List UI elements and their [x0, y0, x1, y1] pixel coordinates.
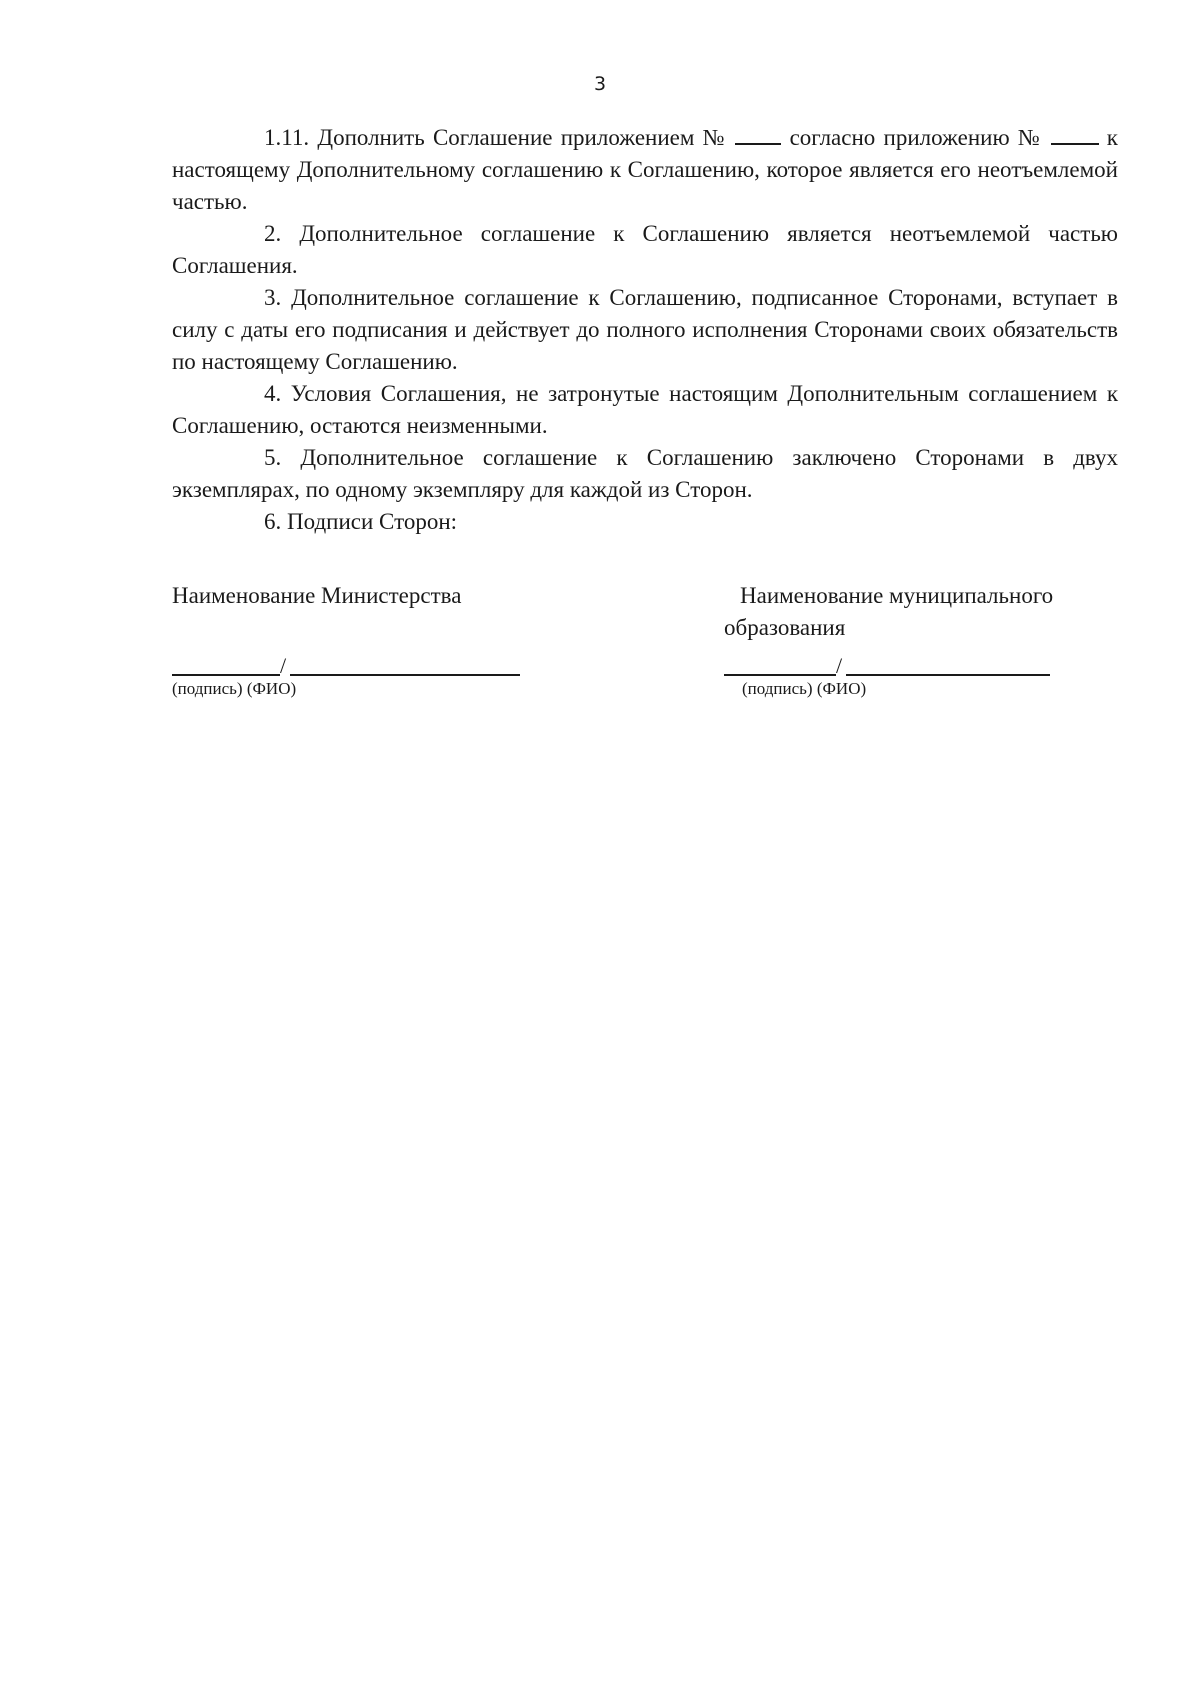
paragraph-4: 4. Условия Соглашения, не затронутые настоящим Дополнительным соглашением к Соглашению, остаются неизменными.: [172, 381, 1118, 438]
paragraph-5: 5. Дополнительное соглашение к Соглашению заключено Сторонами в двух экземплярах, по одному экземпляру для каждой из Сторон.: [172, 445, 1118, 502]
ministry-fio-line: [290, 674, 520, 676]
ministry-signature-slash: /: [280, 653, 287, 678]
municipality-signature-caption: (подпись) (ФИО): [742, 679, 867, 698]
municipality-name-label-line1: Наименование муниципального: [740, 583, 1054, 608]
appendix-number-blank: [735, 123, 781, 145]
paragraph-1-11: [172, 122, 1118, 218]
paragraph-1-11-part-b: согласно приложению №: [781, 125, 1051, 150]
page-number: 3: [593, 73, 607, 95]
municipality-name-label-line2: образования: [724, 615, 846, 640]
municipality-signature-line: [724, 674, 836, 676]
signature-block-ministry: [172, 580, 532, 700]
signature-block-municipality: [724, 580, 1124, 700]
ministry-signature-lines: [172, 646, 532, 676]
municipality-signature-slash: /: [836, 653, 843, 678]
municipality-signature-lines: [724, 646, 1124, 676]
ministry-signature-caption: (подпись) (ФИО): [172, 679, 297, 698]
supplement-appendix-number-blank: [1051, 123, 1099, 145]
paragraph-6: 6. Подписи Сторон:: [264, 509, 458, 534]
ministry-name-label: Наименование Министерства: [172, 583, 462, 608]
ministry-signature-line: [172, 674, 280, 676]
municipality-fio-line: [846, 674, 1050, 676]
paragraph-2: 2. Дополнительное соглашение к Соглашению является неотъемлемой частью Соглашения.: [172, 221, 1118, 278]
paragraph-1-11-part-a: 1.11. Дополнить Соглашение приложением №: [264, 125, 736, 150]
paragraph-3: 3. Дополнительное соглашение к Соглашению, подписанное Сторонами, вступает в силу с даты его подписания и действует до полного исполнения Сторонами своих обязательств по настоящему Соглашению.: [172, 285, 1118, 374]
paragraph-1-11-part-c: к настоящему Дополнительному соглашению к Соглашению, которое является его неотъемлемой частью.: [172, 125, 1118, 214]
document-body: [172, 122, 1118, 538]
